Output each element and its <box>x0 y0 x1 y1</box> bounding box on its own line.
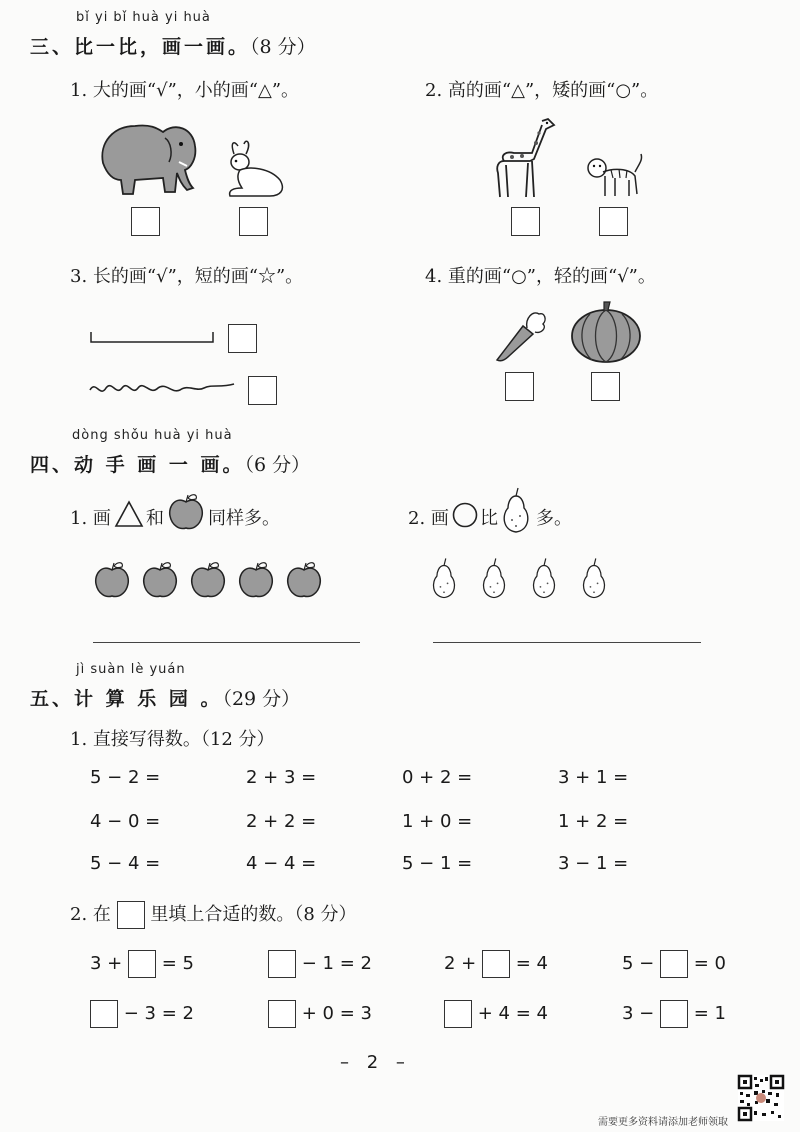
apple-icon <box>284 560 324 600</box>
fill-box[interactable] <box>660 1000 688 1028</box>
eq-part: 3 + <box>90 953 123 974</box>
circle-icon <box>452 502 478 528</box>
pear-icon <box>528 555 560 601</box>
eq-part: + 0 = 3 <box>301 1003 372 1024</box>
pumpkin-image <box>570 300 642 364</box>
eq-part: − 3 = 2 <box>123 1003 194 1024</box>
equation: 2 + 2 = <box>246 811 317 832</box>
example-box-icon <box>117 901 145 929</box>
fill-box[interactable] <box>128 950 156 978</box>
equation: 0 + 2 = <box>402 767 473 788</box>
fill-box[interactable] <box>268 1000 296 1028</box>
fill-equation-r2c4 <box>622 1000 726 1028</box>
apple-icon <box>92 560 132 600</box>
answer-box-carrot[interactable] <box>505 372 534 401</box>
equation: 3 − 1 = <box>558 853 629 874</box>
fill-equation-r2c2 <box>268 1000 372 1028</box>
fill-equation-r2c1 <box>90 1000 194 1028</box>
s5-sub2-suffix: 里填上合适的数。（8 分） <box>150 904 357 925</box>
section3-pinyin: bǐ yi bǐ huà yi huà <box>76 10 211 25</box>
answer-line-2[interactable] <box>433 642 701 643</box>
straight-line-image <box>88 330 218 346</box>
apple-icon <box>188 560 228 600</box>
equation: 5 − 4 = <box>90 853 161 874</box>
eq-part: = 0 <box>693 953 726 974</box>
fill-equation-r2c3 <box>444 1000 548 1028</box>
equation: 5 − 1 = <box>402 853 473 874</box>
eq-part: = 5 <box>161 953 194 974</box>
pear-icon <box>428 555 460 601</box>
section5-pinyin: jì suàn lè yuán <box>76 662 186 677</box>
page-number: – 2 – <box>340 1052 411 1073</box>
answer-box-giraffe[interactable] <box>511 207 540 236</box>
eq-part: 5 − <box>622 953 655 974</box>
s3-q3-text: 3. 长的画“√”，短的画“☆”。 <box>70 266 304 287</box>
eq-part: = 1 <box>693 1003 726 1024</box>
s3-q4-text: 4. 重的画“○”，轻的画“√”。 <box>425 266 656 287</box>
answer-box-straight-line[interactable] <box>228 324 257 353</box>
s4-q1-prefix: 1. 画 <box>70 508 111 529</box>
answer-box-rabbit[interactable] <box>239 207 268 236</box>
s5-sub1-text: 1. 直接写得数。（12 分） <box>70 729 275 750</box>
s5-sub2-text <box>70 900 357 929</box>
eq-part: = 4 <box>515 953 548 974</box>
s5-sub2-prefix: 2. 在 <box>70 904 111 925</box>
pear-icon <box>498 486 534 534</box>
s4-q2-prefix: 2. 画 <box>408 508 449 529</box>
section4-pinyin: dòng shǒu huà yi huà <box>72 428 233 443</box>
equation: 4 − 0 = <box>90 811 161 832</box>
equation: 4 − 4 = <box>246 853 317 874</box>
rabbit-image <box>220 140 288 198</box>
fill-box[interactable] <box>268 950 296 978</box>
section5-title-text: 五、计 算 乐 园 。 <box>30 688 223 710</box>
fill-equation-r1c4 <box>622 950 726 978</box>
equation: 1 + 0 = <box>402 811 473 832</box>
section3-title-text: 三、比一比，画一画。 <box>30 36 251 58</box>
eq-part: − 1 = 2 <box>301 953 372 974</box>
answer-line-1[interactable] <box>93 642 360 643</box>
equation: 2 + 3 = <box>246 767 317 788</box>
pear-icon <box>478 555 510 601</box>
fill-equation-r1c1 <box>90 950 194 978</box>
answer-box-pumpkin[interactable] <box>591 372 620 401</box>
footer-text: 需要更多资料请添加老师领取 <box>598 1117 728 1128</box>
answer-box-wavy-line[interactable] <box>248 376 277 405</box>
apple-icon <box>166 492 206 532</box>
eq-part: 3 − <box>622 1003 655 1024</box>
fill-box[interactable] <box>444 1000 472 1028</box>
pear-icon <box>578 555 610 601</box>
s4-q2-than: 比 <box>480 508 498 529</box>
fill-box[interactable] <box>660 950 688 978</box>
fill-equation-r1c2 <box>268 950 372 978</box>
section5-title <box>30 684 300 711</box>
giraffe-image <box>490 115 560 200</box>
section4-title <box>30 450 310 477</box>
qr-code-icon <box>738 1075 784 1121</box>
tiger-image <box>585 150 645 200</box>
section5-score: （29 分） <box>222 688 301 710</box>
carrot-image <box>493 306 548 364</box>
s4-q1-and: 和 <box>146 508 164 529</box>
section3-score: （8 分） <box>250 36 316 58</box>
fill-box[interactable] <box>482 950 510 978</box>
equation: 5 − 2 = <box>90 767 161 788</box>
wavy-line-image <box>88 378 238 398</box>
s4-q2-suffix: 多。 <box>536 508 572 529</box>
s3-q2-text: 2. 高的画“△”，矮的画“○”。 <box>425 80 659 101</box>
section3-title <box>30 32 316 59</box>
equation: 1 + 2 = <box>558 811 629 832</box>
s4-q1-suffix: 同样多。 <box>208 508 280 529</box>
equation: 3 + 1 = <box>558 767 629 788</box>
apple-icon <box>236 560 276 600</box>
section4-score: （6 分） <box>244 454 311 476</box>
fill-equation-r1c3 <box>444 950 548 978</box>
answer-box-tiger[interactable] <box>599 207 628 236</box>
fill-box[interactable] <box>90 1000 118 1028</box>
section4-title-text: 四、动 手 画 一 画。 <box>30 454 245 476</box>
answer-box-elephant[interactable] <box>131 207 160 236</box>
triangle-icon <box>114 500 144 528</box>
eq-part: 2 + <box>444 953 477 974</box>
elephant-image <box>95 118 200 198</box>
s3-q1-text: 1. 大的画“√”，小的画“△”。 <box>70 80 300 101</box>
apple-icon <box>140 560 180 600</box>
eq-part: + 4 = 4 <box>477 1003 548 1024</box>
